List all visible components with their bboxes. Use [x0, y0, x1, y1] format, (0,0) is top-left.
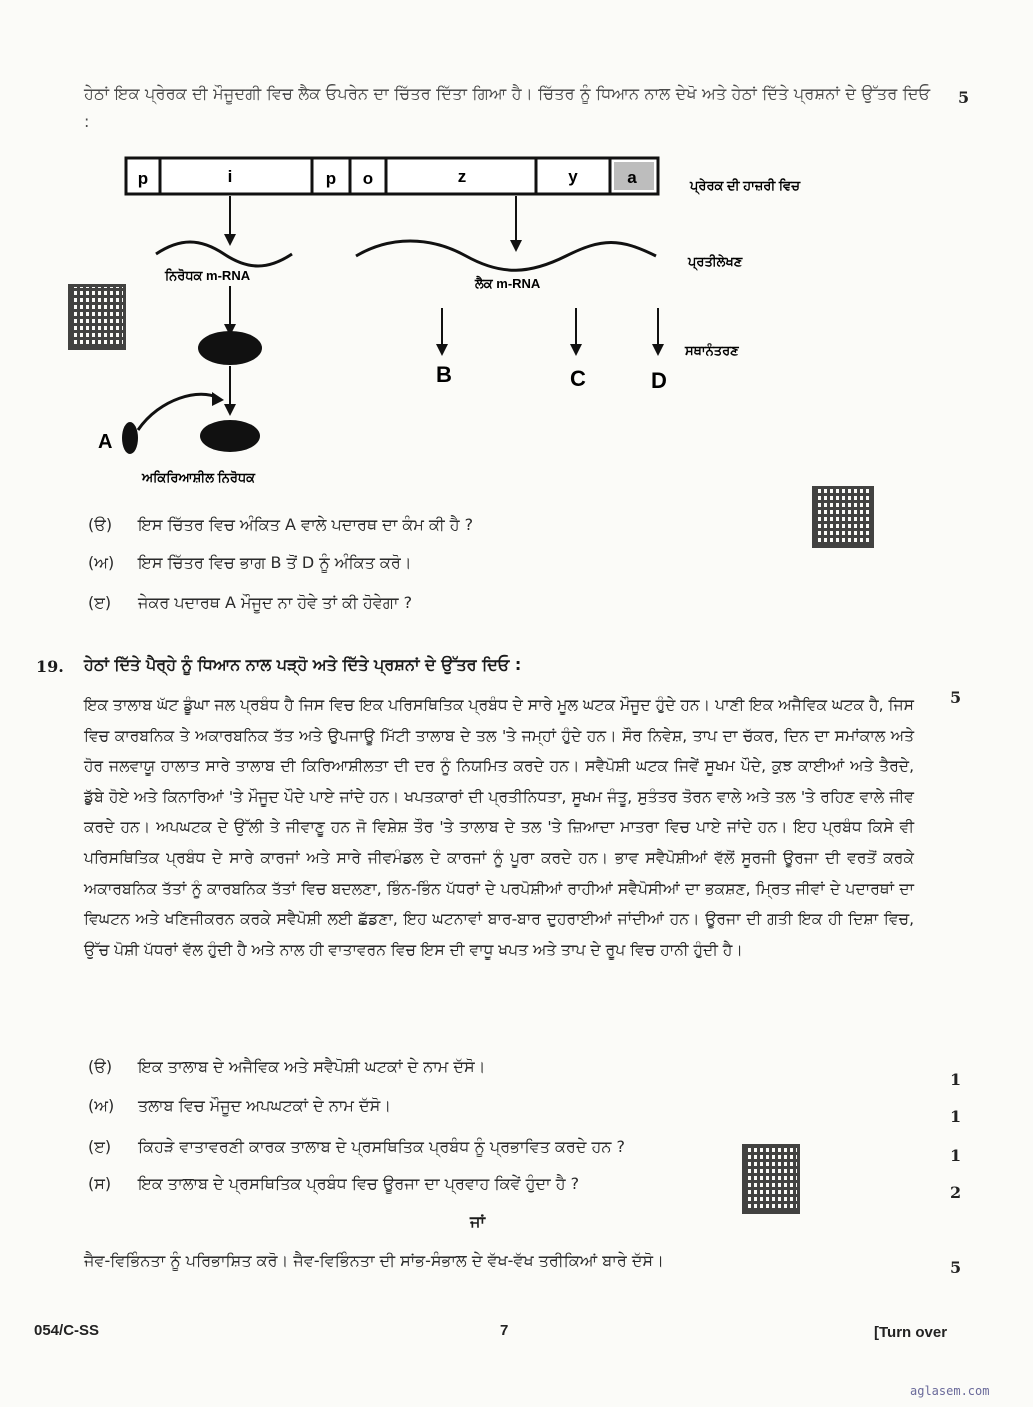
q19-sub-4-marks: 2 — [950, 1183, 962, 1202]
q19-marks: 5 — [950, 688, 962, 707]
transcription-label: ਪ੍ਰਤੀਲੇਖਣ — [688, 254, 743, 269]
lac-operon-diagram — [60, 150, 840, 490]
q19-alternative-question: ਜੈਵ-ਵਿਭਿੰਨਤਾ ਨੂੰ ਪਰਿਭਾਸ਼ਿਤ ਕਰੋ। ਜੈਵ-ਵਿਭਿੰਨਤਾ ਦੀ ਸਾਂਭ-ਸੰਭਾਲ ਦੇ ਵੱਖ-ਵੱਖ ਤਰੀਕਿਆਂ ਬਾਰੇ ਦੱਸੋ। — [84, 1251, 664, 1270]
q19-number: 19. — [36, 657, 64, 676]
inducer-presence-label: ਪ੍ਰੇਰਕ ਦੀ ਹਾਜ਼ਰੀ ਵਿਚ — [690, 178, 800, 193]
or-separator: ਜਾਂ — [470, 1212, 485, 1231]
q19-sub-3-marks: 1 — [950, 1146, 962, 1165]
gene-p2: p — [325, 169, 337, 188]
paper-code: 054/C-SS — [34, 1322, 100, 1339]
q19-sub-2-marks: 1 — [950, 1107, 962, 1126]
repressor-mrna-label: ਨਿਰੋਧਕ m-RNA — [165, 268, 251, 283]
inducer-molecule — [122, 422, 138, 454]
translation-label: ਸਥਾਨੰਤਰਣ — [685, 343, 739, 358]
inactive-repressor-label: ਅਕਿਰਿਆਸ਼ੀਲ ਨਿਰੋਧਕ — [142, 470, 256, 485]
gene-bar — [126, 158, 658, 194]
q18-intro: ਹੇਠਾਂ ਇਕ ਪ੍ਰੇਰਕ ਦੀ ਮੌਜੂਦਗੀ ਵਿਚ ਲੈਕ ਓਪਰੇਨ ਦਾ ਚਿੱਤਰ ਦਿੱਤਾ ਗਿਆ ਹੈ। ਚਿੱਤਰ ਨੂੰ ਧਿਆਨ ਨਾਲ ਦੇਖੋ ਅਤੇ ਹੇਠਾਂ ਦਿੱਤੇ ਪ੍ਰਸ਼ਨਾਂ ਦੇ ਉੱਤਰ ਦਿਓ : — [84, 84, 931, 131]
page-number: 7 — [500, 1322, 509, 1339]
q18-sub-3: (ੲ) ਜੇਕਰ ਪਦਾਰਥ A ਮੌਜੂਦ ਨਾ ਹੋਵੇ ਤਾਂ ਕੀ ਹੋਵੇਗਾ ? — [88, 593, 413, 612]
gene-a: a — [627, 168, 637, 187]
label-a: A — [98, 431, 113, 453]
q19-sub-1: (ੳ) ਇਕ ਤਾਲਾਬ ਦੇ ਅਜੈਵਿਕ ਅਤੇ ਸਵੈਪੋਸ਼ੀ ਘਟਕਾਂ ਦੇ ਨਾਮ ਦੱਸੋ। — [88, 1057, 486, 1076]
q19-alternative-marks: 5 — [950, 1258, 962, 1277]
label-b: B — [436, 362, 452, 387]
inactive-repressor — [200, 420, 260, 452]
turn-over-note: [Turn over — [874, 1324, 948, 1341]
gene-o: o — [362, 169, 374, 188]
gene-i: i — [227, 167, 233, 186]
label-c: C — [570, 366, 586, 391]
q19-paragraph: ਇਕ ਤਾਲਾਬ ਘੱਟ ਡੂੰਘਾ ਜਲ ਪ੍ਰਬੰਧ ਹੈ ਜਿਸ ਵਿਚ ਇਕ ਪਰਿਸਥਿਤਿਕ ਪ੍ਰਬੰਧ ਦੇ ਸਾਰੇ ਮੂਲ ਘਟਕ ਮੌਜੂਦ ਹੁੰਦੇ ਹਨ। ਪਾਣੀ ਇਕ ਅਜੈਵਿਕ ਘਟਕ ਹੈ, ਜਿਸ ਵਿਚ ਕਾਰਬਨਿਕ ਤੇ ਅਕਾਰਬਨਿਕ ਤੱਤ ਅਤੇ ਉਪਜਾਊ ਮਿੱਟੀ ਤਾਲਾਬ ਦੇ ਤਲ 'ਤੇ ਜਮ੍ਹਾਂ ਹੁੰਦੇ ਹਨ। ਸੌਰ ਨਿਵੇਸ਼, ਤਾਪ ਦਾ ਚੱਕਰ, ਦਿਨ ਦਾ ਸਮਾਂਕਾਲ ਅਤੇ ਹੋਰ ਜਲਵਾਯੂ ਹਾਲਾਤ ਸਾਰੇ ਤਾਲਾਬ ਦੀ ਕਿਰਿਆਸ਼ੀਲਤਾ ਦੀ ਦਰ ਨੂੰ ਨਿਯਮਿਤ ਕਰਦੇ ਹਨ। ਸਵੈਪੋਸ਼ੀ ਘਟਕ ਜਿਵੇਂ ਸੂਖਮ ਪੌਦੇ, ਕੁਝ ਕਾਈਆਂ ਅਤੇ ਤੈਰਦੇ, ਡੁੱਬੇ ਹੋਏ ਅਤੇ ਕਿਨਾਰਿਆਂ 'ਤੇ ਮੌਜੂਦ ਪੌਦੇ ਪਾਏ ਜਾਂਦੇ ਹਨ। ਖਪਤਕਾਰਾਂ ਦੀ ਪ੍ਰਤੀਨਿਧਤਾ, ਸੂਖਮ ਜੰਤੂ, ਸੁਤੰਤਰ ਤੋਰਨ ਵਾਲੇ ਅਤੇ ਤਲ 'ਤੇ ਰਹਿਣ ਵਾਲੇ ਜੀਵ ਕਰਦੇ ਹਨ। ਅਪਘਟਕ ਦੇ ਉੱਲੀ ਤੇ ਜੀਵਾਣੂ ਹਨ ਜੋ ਵਿਸ਼ੇਸ਼ ਤੌਰ 'ਤੇ ਤਾਲਾਬ ਦੇ ਤਲ 'ਤੇ ਜ਼ਿਆਦਾ ਮਾਤਰਾ ਵਿਚ ਪਾਏ ਜਾਂਦੇ ਹਨ। ਇਹ ਪ੍ਰਬੰਧ ਕਿਸੇ ਵੀ ਪਰਿਸਥਿਤਿਕ ਪ੍ਰਬੰਧ ਦੇ ਸਾਰੇ ਕਾਰਜਾਂ ਅਤੇ ਸਾਰੇ ਜੀਵਮੰਡਲ ਦੇ ਕਾਰਜਾਂ ਨੂੰ ਪੂਰਾ ਕਰਦੇ ਹਨ। ਭਾਵ ਸਵੈਪੋਸ਼ੀਆਂ ਵੱਲੋਂ ਸੂਰਜੀ ਊਰਜਾ ਦੀ ਵਰਤੋਂ ਕਰਕੇ ਅਕਾਰਬਨਿਕ ਤੱਤਾਂ ਨੂੰ ਕਾਰਬਨਿਕ ਤੱਤਾਂ ਵਿਚ ਬਦਲਣਾ, ਭਿੰਨ-ਭਿੰਨ ਪੱਧਰਾਂ ਦੇ ਪਰਪੋਸ਼ੀਆਂ ਰਾਹੀਆਂ ਸਵੈਪੋਸੀਆਂ ਦਾ ਭਕਸ਼ਣ, ਮ੍ਰਿਤ ਜੀਵਾਂ ਦੇ ਪਦਾਰਥਾਂ ਦਾ ਵਿਘਟਨ ਅਤੇ ਖਣਿਜੀਕਰਨ ਕਰਕੇ ਸਵੈਪੋਸ਼ੀ ਲਈ ਛੱਡਣਾ, ਇਹ ਘਟਨਾਵਾਂ ਬਾਰ-ਬਾਰ ਦੁਹਰਾਈਆਂ ਜਾਂਦੀਆਂ ਹਨ। ਊਰਜਾ ਦੀ ਗਤੀ ਇਕ ਹੀ ਦਿਸ਼ਾ ਵਿਚ, ਉੱਚ ਪੋਸ਼ੀ ਪੱਧਰਾਂ ਵੱਲ ਹੁੰਦੀ ਹੈ ਅਤੇ ਨਾਲ ਹੀ ਵਾਤਾਵਰਨ ਵਿਚ ਇਸ ਦੀ ਵਾਧੂ ਖਪਤ ਅਤੇ ਤਾਪ ਦੇ ਰੂਪ ਵਿਚ ਹਾਨੀ ਹੁੰਦੀ ਹੈ। — [84, 696, 914, 959]
qr-code-bottom — [742, 1144, 800, 1214]
label-d: D — [651, 368, 667, 393]
q19-sub-4: (ਸ) ਇਕ ਤਾਲਾਬ ਦੇ ਪ੍ਰਸਥਿਤਿਕ ਪ੍ਰਬੰਧ ਵਿਚ ਊਰਜਾ ਦਾ ਪ੍ਰਵਾਹ ਕਿਵੇਂ ਹੁੰਦਾ ਹੈ ? — [88, 1174, 580, 1193]
q18-sub-2: (ਅ) ਇਸ ਚਿੱਤਰ ਵਿਚ ਭਾਗ B ਤੋਂ D ਨੂੰ ਅੰਕਿਤ ਕਰੋ। — [88, 553, 412, 572]
q19-sub-2: (ਅ) ਤਲਾਬ ਵਿਚ ਮੌਜੂਦ ਅਪਘਟਕਾਂ ਦੇ ਨਾਮ ਦੱਸੋ। — [88, 1096, 392, 1115]
q18-sub-1: (ੳ) ਇਸ ਚਿੱਤਰ ਵਿਚ ਅੰਕਿਤ A ਵਾਲੇ ਪਦਾਰਥ ਦਾ ਕੰਮ ਕੀ ਹੈ ? — [88, 515, 474, 534]
q19-heading: ਹੇਠਾਂ ਦਿੱਤੇ ਪੈਰ੍ਹੇ ਨੂੰ ਧਿਆਨ ਨਾਲ ਪੜ੍ਹੋ ਅਤੇ ਦਿੱਤੇ ਪ੍ਰਸ਼ਨਾਂ ਦੇ ਉੱਤਰ ਦਿਓ : — [84, 655, 522, 674]
gene-y: y — [568, 167, 578, 186]
qr-code-right — [812, 486, 874, 548]
gene-p1: p — [137, 169, 149, 188]
q19-sub-3: (ੲ) ਕਿਹੜੇ ਵਾਤਾਵਰਣੀ ਕਾਰਕ ਤਾਲਾਬ ਦੇ ਪ੍ਰਸਥਿਤਿਕ ਪ੍ਰਬੰਧ ਨੂੰ ਪ੍ਰਭਾਵਿਤ ਕਰਦੇ ਹਨ ? — [88, 1137, 625, 1156]
repressor-protein — [198, 331, 262, 365]
q18-marks: 5 — [958, 88, 970, 107]
watermark: aglasem.com — [910, 1384, 990, 1398]
gene-z: z — [457, 167, 467, 186]
repressor-mrna-wave — [156, 242, 292, 266]
q19-sub-1-marks: 1 — [950, 1070, 962, 1089]
lac-mrna-label: ਲੈਕ m-RNA — [475, 276, 541, 291]
qr-code-left — [68, 284, 126, 350]
lac-mrna-wave — [356, 241, 656, 270]
